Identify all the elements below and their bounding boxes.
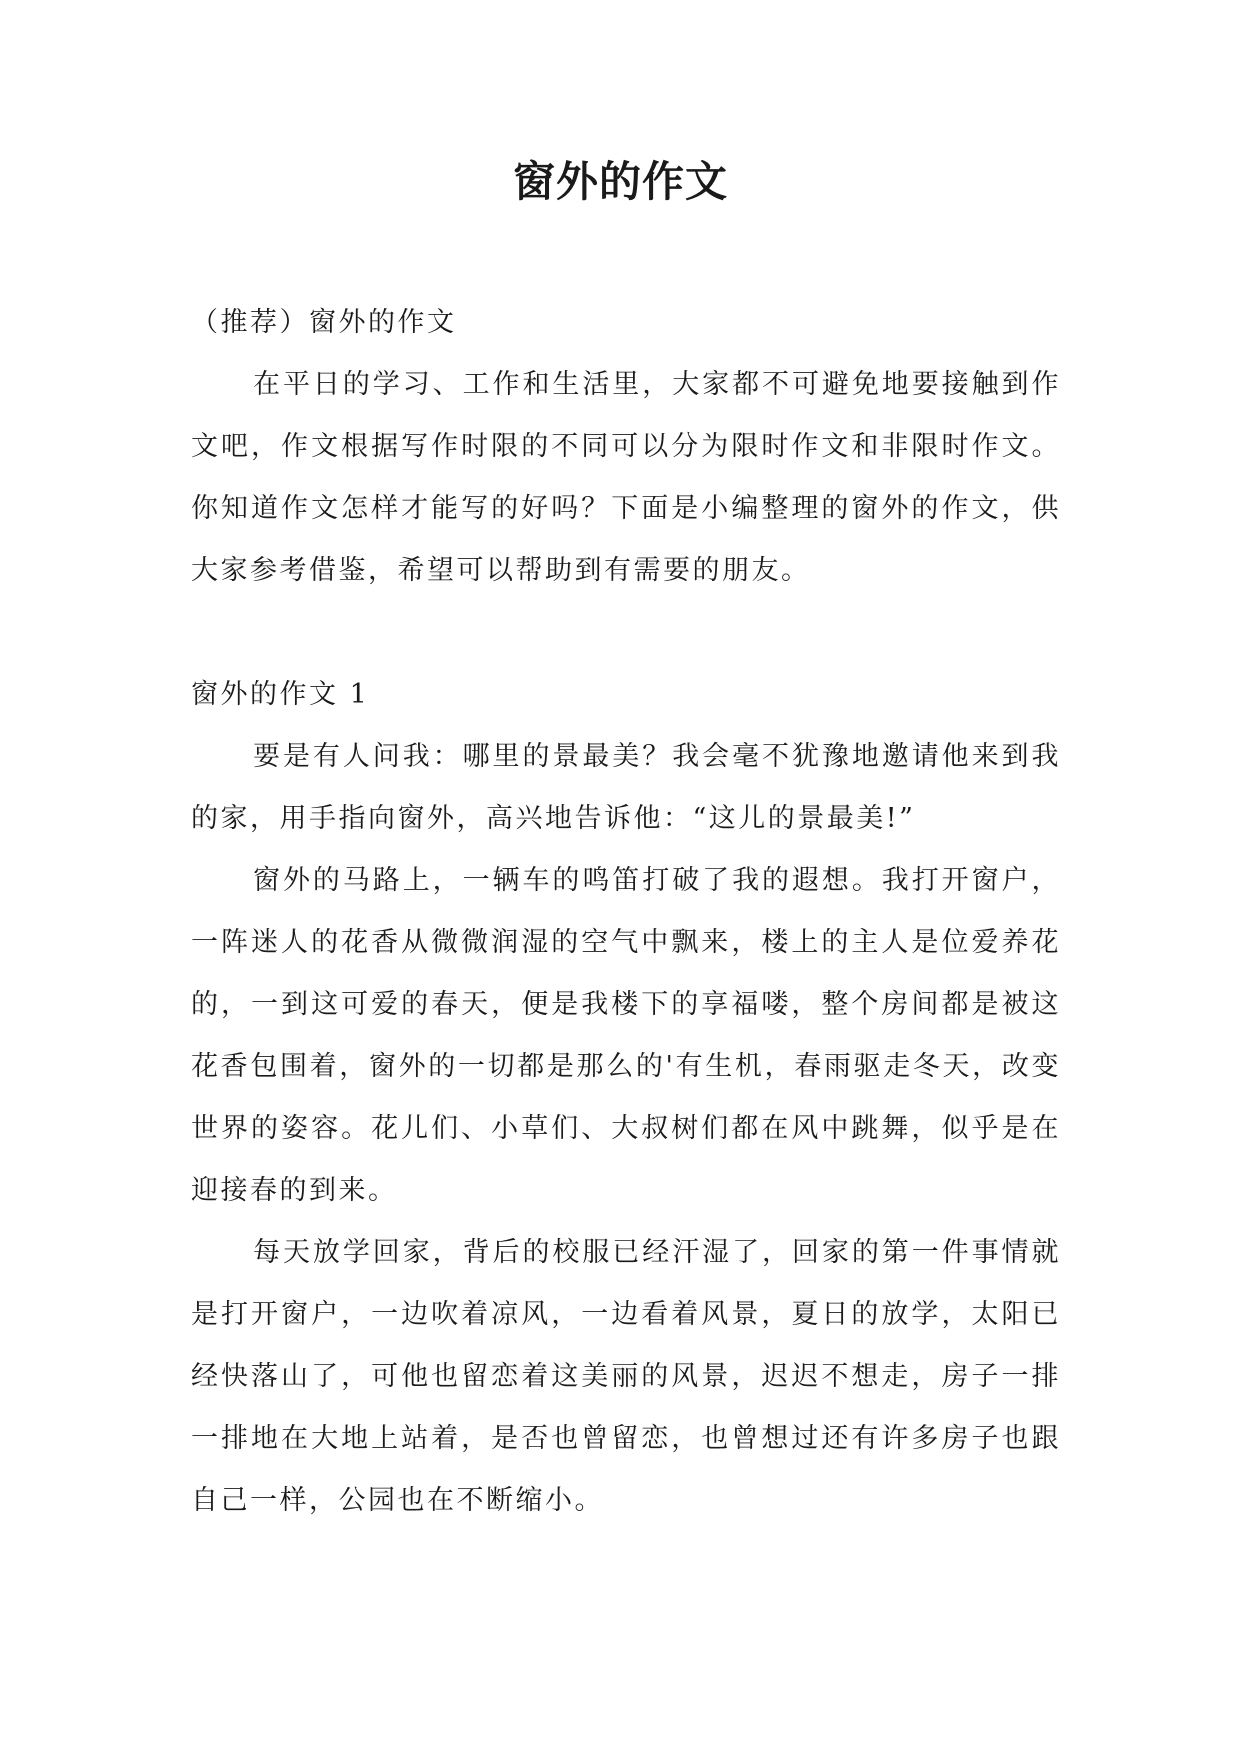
body-paragraph-1: 要是有人问我：哪里的景最美？我会毫不犹豫地邀请他来到我的家，用手指向窗外，高兴地告诉他：“这儿的景最美!”: [191, 741, 1061, 834]
paragraph-spacer: [191, 602, 1061, 664]
section-heading: 窗外的作文 1: [191, 679, 370, 710]
body-paragraph-2: 窗外的马路上，一辆车的鸣笛打破了我的遐想。我打开窗户，一阵迷人的花香从微微润湿的空气中飘来，楼上的主人是位爱养花的，一到这可爱的春天，便是我楼下的享福喽，整个房间都是被这花香包围着，窗外的一切都是那么的'有生机，春雨驱走冬天，改变世界的姿容。花儿们、小草们、大叔树们都在风中跳舞，似乎是在迎接春的到来。: [191, 865, 1061, 1206]
document-title: 窗外的作文: [512, 157, 728, 206]
intro-paragraph: 在平日的学习、工作和生活里，大家都不可避免地要接触到作文吧，作文根据写作时限的不同可以分为限时作文和非限时作文。你知道作文怎样才能写的好吗？下面是小编整理的窗外的作文，供大家参考借鉴，希望可以帮助到有需要的朋友。: [191, 369, 1061, 586]
document-body: [191, 292, 1061, 1532]
body-paragraph-3: 每天放学回家，背后的校服已经汗湿了，回家的第一件事情就是打开窗户，一边吹着凉风，一边看着风景，夏日的放学，太阳已经快落山了，可他也留恋着这美丽的风景，迟迟不想走，房子一排一排地在大地上站着，是否也曾留恋，也曾想过还有许多房子也跟自己一样，公园也在不断缩小。: [191, 1237, 1061, 1516]
document-subtitle: （推荐）窗外的作文: [191, 307, 457, 338]
